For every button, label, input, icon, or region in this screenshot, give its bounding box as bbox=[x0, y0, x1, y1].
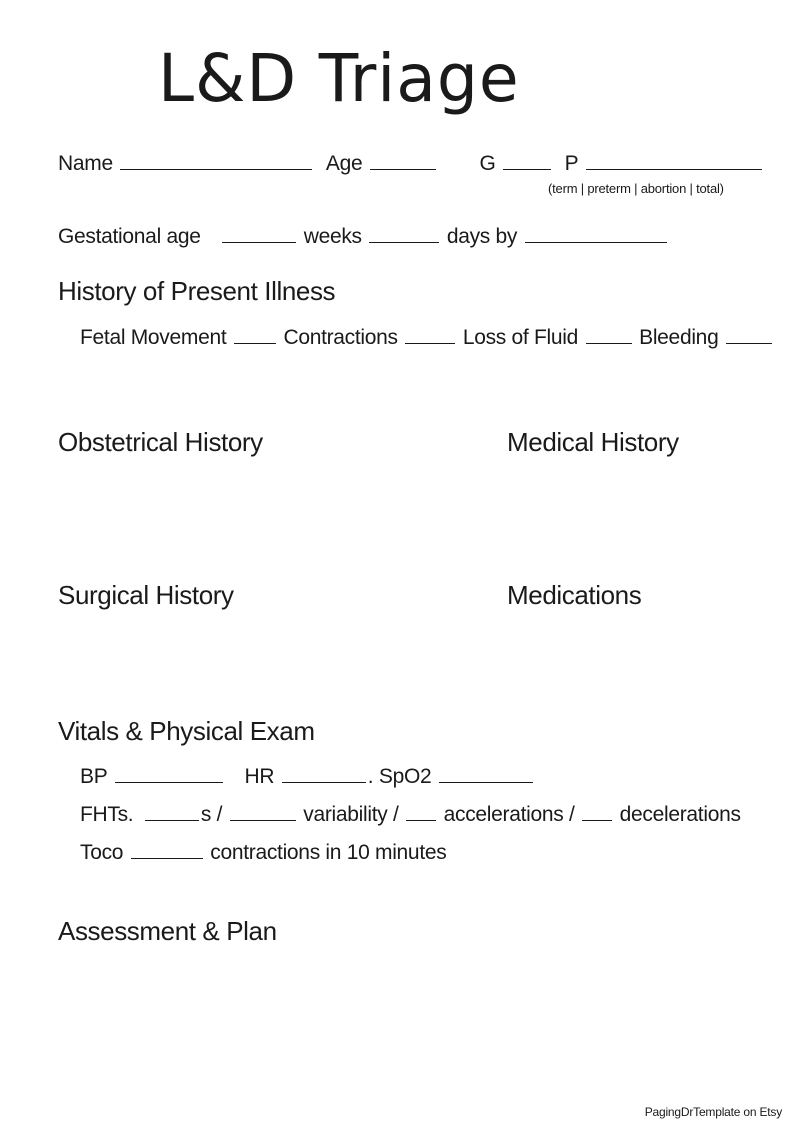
name-label: Name bbox=[58, 152, 113, 175]
vitals-heading: Vitals & Physical Exam bbox=[58, 716, 315, 746]
toco-row bbox=[80, 841, 446, 865]
weeks-label: weeks bbox=[303, 225, 362, 248]
spo2-label: . SpO2 bbox=[367, 765, 432, 788]
gestational-age-label: Gestational age bbox=[58, 225, 201, 248]
page-title: L&D Triage bbox=[158, 40, 520, 117]
loss-of-fluid-label: Loss of Fluid bbox=[462, 326, 579, 349]
para-hint: (term | preterm | abortion | total) bbox=[548, 181, 724, 196]
toco-field[interactable] bbox=[131, 858, 203, 859]
fetal-movement-field[interactable] bbox=[234, 343, 276, 344]
bleeding-label: Bleeding bbox=[639, 326, 719, 349]
fhts-label: FHTs. bbox=[80, 803, 134, 826]
dating-method-field[interactable] bbox=[525, 242, 667, 243]
gestational-age-row bbox=[58, 225, 669, 249]
fetal-movement-label: Fetal Movement bbox=[80, 326, 227, 349]
contractions-label: Contractions bbox=[283, 326, 398, 349]
footer-credit: PagingDrTemplate on Etsy bbox=[644, 1105, 782, 1119]
variability-label: variability / bbox=[303, 803, 399, 826]
loss-of-fluid-field[interactable] bbox=[586, 343, 632, 344]
days-by-label: days by bbox=[446, 225, 518, 248]
accelerations-label: accelerations / bbox=[443, 803, 575, 826]
obstetrical-history-heading: Obstetrical History bbox=[58, 427, 263, 457]
assessment-plan-heading: Assessment & Plan bbox=[58, 916, 277, 946]
decelerations-label: decelerations bbox=[619, 803, 741, 826]
contractions-field[interactable] bbox=[405, 343, 455, 344]
weeks-field[interactable] bbox=[222, 242, 296, 243]
para-label: P bbox=[564, 152, 579, 175]
gravida-label: G bbox=[479, 152, 496, 175]
accelerations-field[interactable] bbox=[406, 820, 436, 821]
variability-field[interactable] bbox=[230, 820, 296, 821]
hr-label: HR bbox=[244, 765, 275, 788]
medical-history-heading: Medical History bbox=[507, 427, 679, 457]
bp-field[interactable] bbox=[115, 782, 223, 783]
surgical-history-heading: Surgical History bbox=[58, 580, 234, 610]
days-field[interactable] bbox=[369, 242, 439, 243]
medications-heading: Medications bbox=[507, 580, 642, 610]
age-label: Age bbox=[325, 152, 363, 175]
bp-label: BP bbox=[80, 765, 108, 788]
patient-info-row bbox=[58, 152, 764, 176]
fhts-row bbox=[80, 803, 741, 827]
toco-label: Toco bbox=[80, 841, 124, 864]
fht-s-label: s / bbox=[200, 803, 223, 826]
spo2-field[interactable] bbox=[439, 782, 533, 783]
age-field[interactable] bbox=[370, 169, 436, 170]
gravida-field[interactable] bbox=[503, 169, 551, 170]
toco-contractions-label: contractions in 10 minutes bbox=[210, 841, 447, 864]
hpi-row bbox=[80, 326, 774, 350]
bleeding-field[interactable] bbox=[726, 343, 772, 344]
hpi-heading: History of Present Illness bbox=[58, 276, 336, 306]
decelerations-field[interactable] bbox=[582, 820, 612, 821]
hr-field[interactable] bbox=[282, 782, 366, 783]
fht-baseline-field[interactable] bbox=[145, 820, 199, 821]
name-field[interactable] bbox=[120, 169, 312, 170]
vitals-row bbox=[80, 765, 535, 789]
para-field[interactable] bbox=[586, 169, 762, 170]
